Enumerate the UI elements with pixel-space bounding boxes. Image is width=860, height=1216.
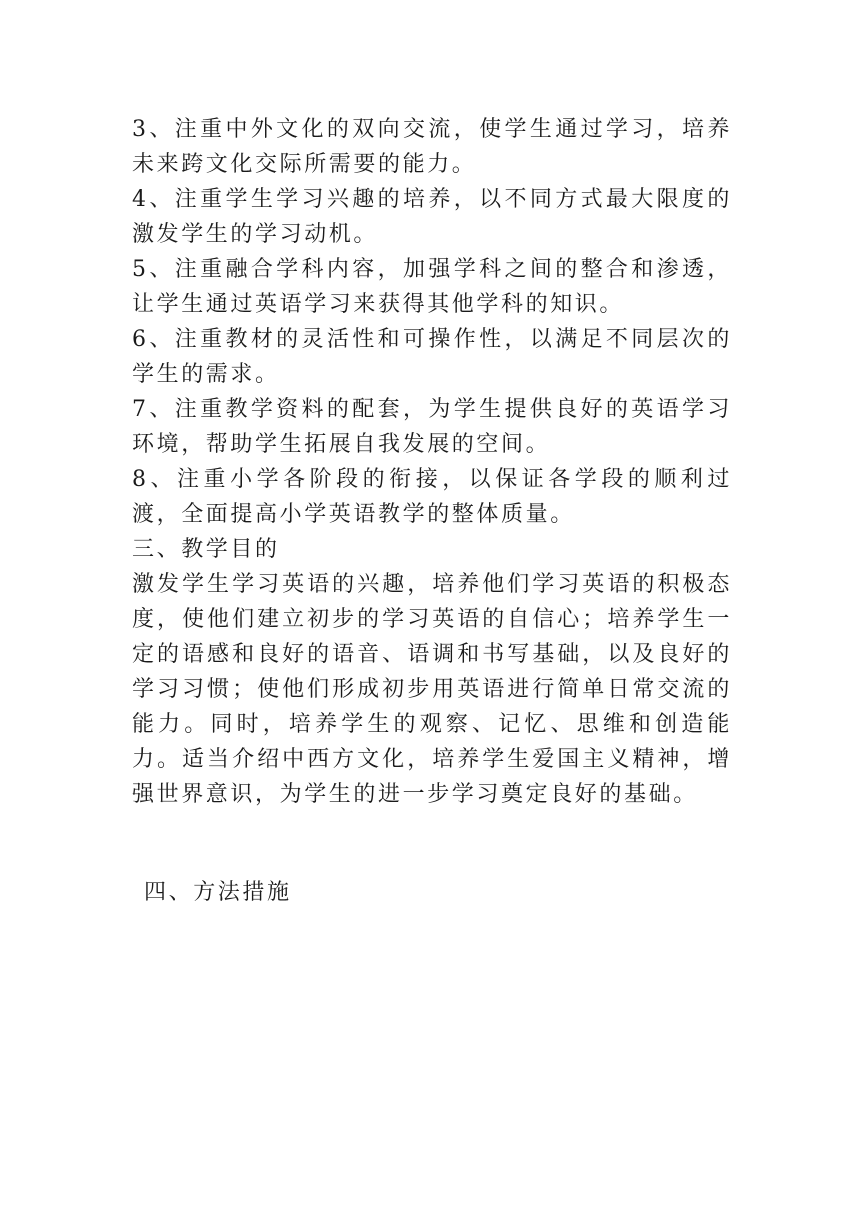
section-heading-methods: 四、方法措施 <box>144 880 292 905</box>
section-body-teaching-goals: 激发学生学习英语的兴趣，培养他们学习英语的积极态度，使他们建立初步的学习英语的自信心；培养学生一定的语感和良好的语音、语调和书写基础，以及良好的学习习惯；使他们形成初步用英语进行简单日常交流的能力。同时，培养学生的观察、记忆、思维和创造能力。适当介绍中西方文化，培养学生爱国主义精神，增强世界意识，为学生的进一步学习奠定良好的基础。 <box>132 572 732 807</box>
section-heading-teaching-goals: 三、教学目的 <box>132 537 280 562</box>
list-item-4: 4、注重学生学习兴趣的培养，以不同方式最大限度的激发学生的学习动机。 <box>132 187 732 247</box>
document-page <box>132 112 732 910</box>
list-item-3: 3、注重中外文化的双向交流，使学生通过学习，培养未来跨文化交际所需要的能力。 <box>132 117 732 177</box>
list-item-7: 7、注重教学资料的配套，为学生提供良好的英语学习环境，帮助学生拓展自我发展的空间。 <box>132 397 732 457</box>
list-item-8: 8、注重小学各阶段的衔接，以保证各学段的顺利过渡，全面提高小学英语教学的整体质量。 <box>132 467 732 527</box>
spacer <box>132 812 732 875</box>
list-item-6: 6、注重教材的灵活性和可操作性，以满足不同层次的学生的需求。 <box>132 327 732 387</box>
list-item-5: 5、注重融合学科内容，加强学科之间的整合和渗透，让学生通过英语学习来获得其他学科的知识。 <box>132 257 732 317</box>
